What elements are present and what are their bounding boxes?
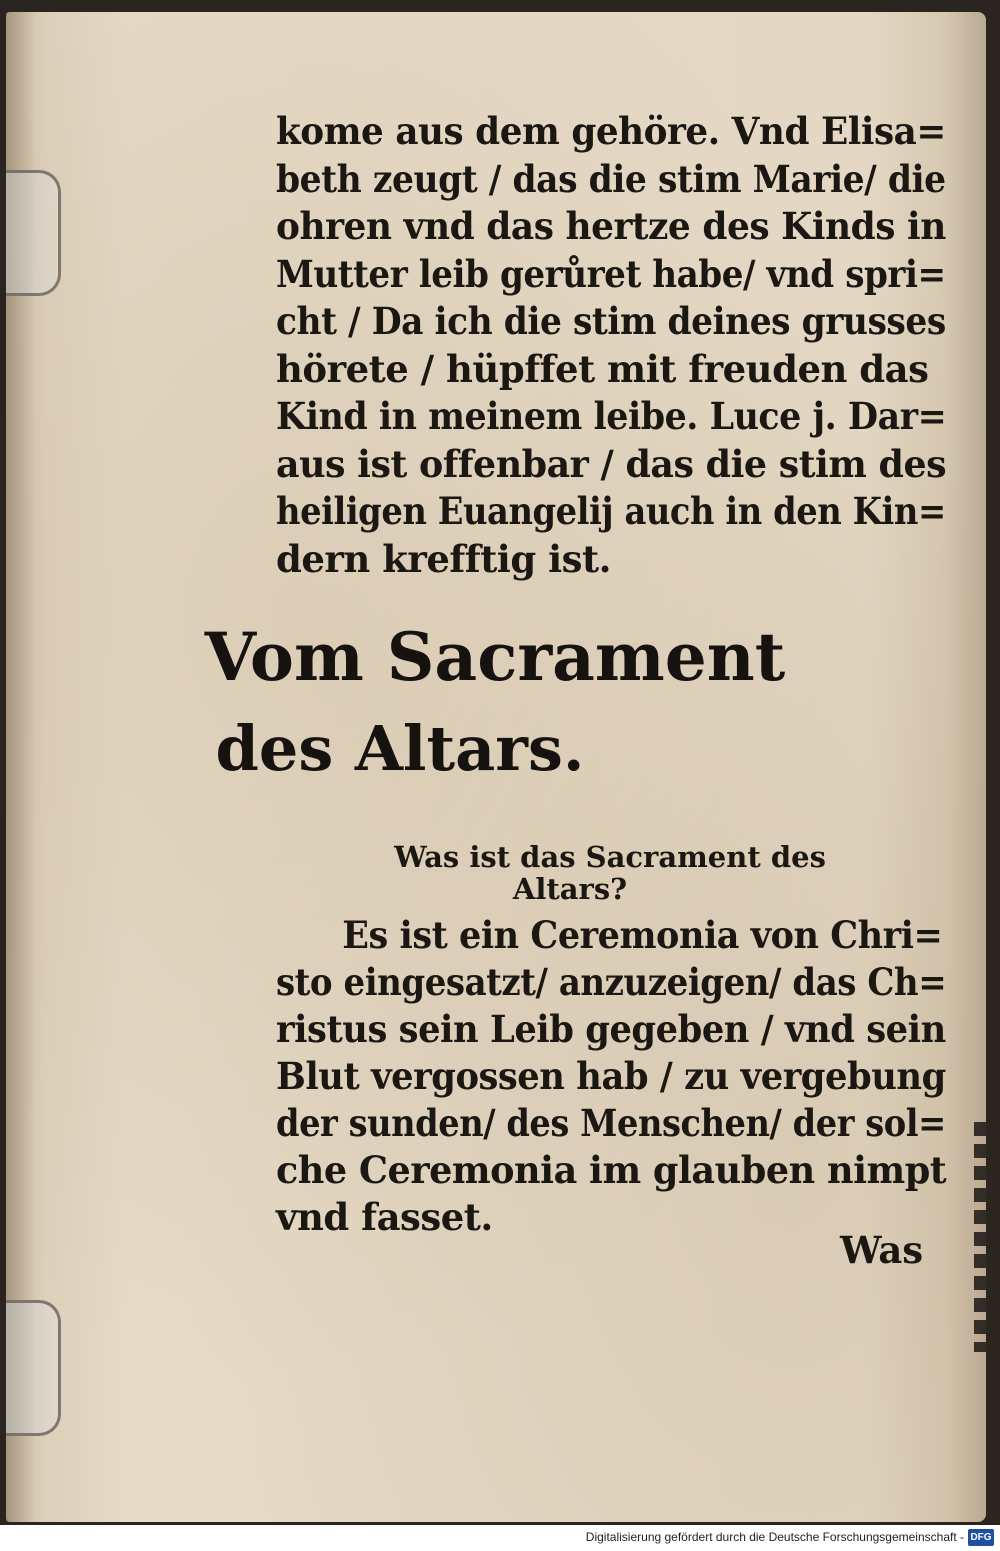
text-line: cht / Da ich die stim deines grusses (276, 299, 946, 343)
text-line: vnd fasset. (276, 1195, 493, 1239)
text-line: dern krefftig ist. (276, 536, 611, 581)
text-line: che Ceremonia im glauben nimpt (276, 1148, 947, 1192)
clip-tab-top (6, 170, 61, 296)
text-line: der sunden/ des Menschen/ der sol= (276, 1101, 946, 1145)
catchword: Was (840, 1228, 924, 1272)
section-heading: Vom Sacrament (204, 618, 786, 696)
text-line: ristus sein Leib gegeben / vnd sein (276, 1007, 946, 1051)
text-line: Blut vergossen hab / zu vergebung (276, 1054, 946, 1098)
clip-tab-bottom (6, 1300, 61, 1436)
text-line: kome aus dem gehöre. Vnd Elisa= (276, 109, 946, 153)
text-line: heiligen Euangelij auch in den Kin= (276, 489, 946, 533)
body-text (276, 108, 946, 583)
funding-credit: Digitalisierung gefördert durch die Deutsche Forschungsgemeinschaft - (585, 1530, 964, 1544)
answer-text (276, 912, 946, 1241)
text-line: Mutter leib gerůret habe/ vnd spri= (276, 251, 946, 296)
text-line: aus ist offenbar / das die stim des (276, 441, 947, 486)
question-heading: Was ist das Sacrament des (394, 840, 826, 874)
text-line: Kind in meinem leibe. Luce j. Dar= (276, 394, 947, 438)
question-heading-continued: Altars? (512, 872, 628, 906)
text-line: ohren vnd das hertze des Kinds in (276, 204, 946, 248)
dfg-logo: DFG (968, 1529, 994, 1546)
footer-bar (0, 1525, 1000, 1551)
text-line: hörete / hüpffet mit freuden das (276, 346, 929, 391)
text-line: Es ist ein Ceremonia von Chri= (342, 913, 943, 957)
section-heading-continued: des Altars. (215, 712, 585, 785)
text-line: beth zeugt / das die stim Marie/ die (276, 156, 946, 201)
page-edge-marks (974, 1122, 986, 1352)
text-line: sto eingesatzt/ anzuzeigen/ das Ch= (276, 960, 947, 1004)
